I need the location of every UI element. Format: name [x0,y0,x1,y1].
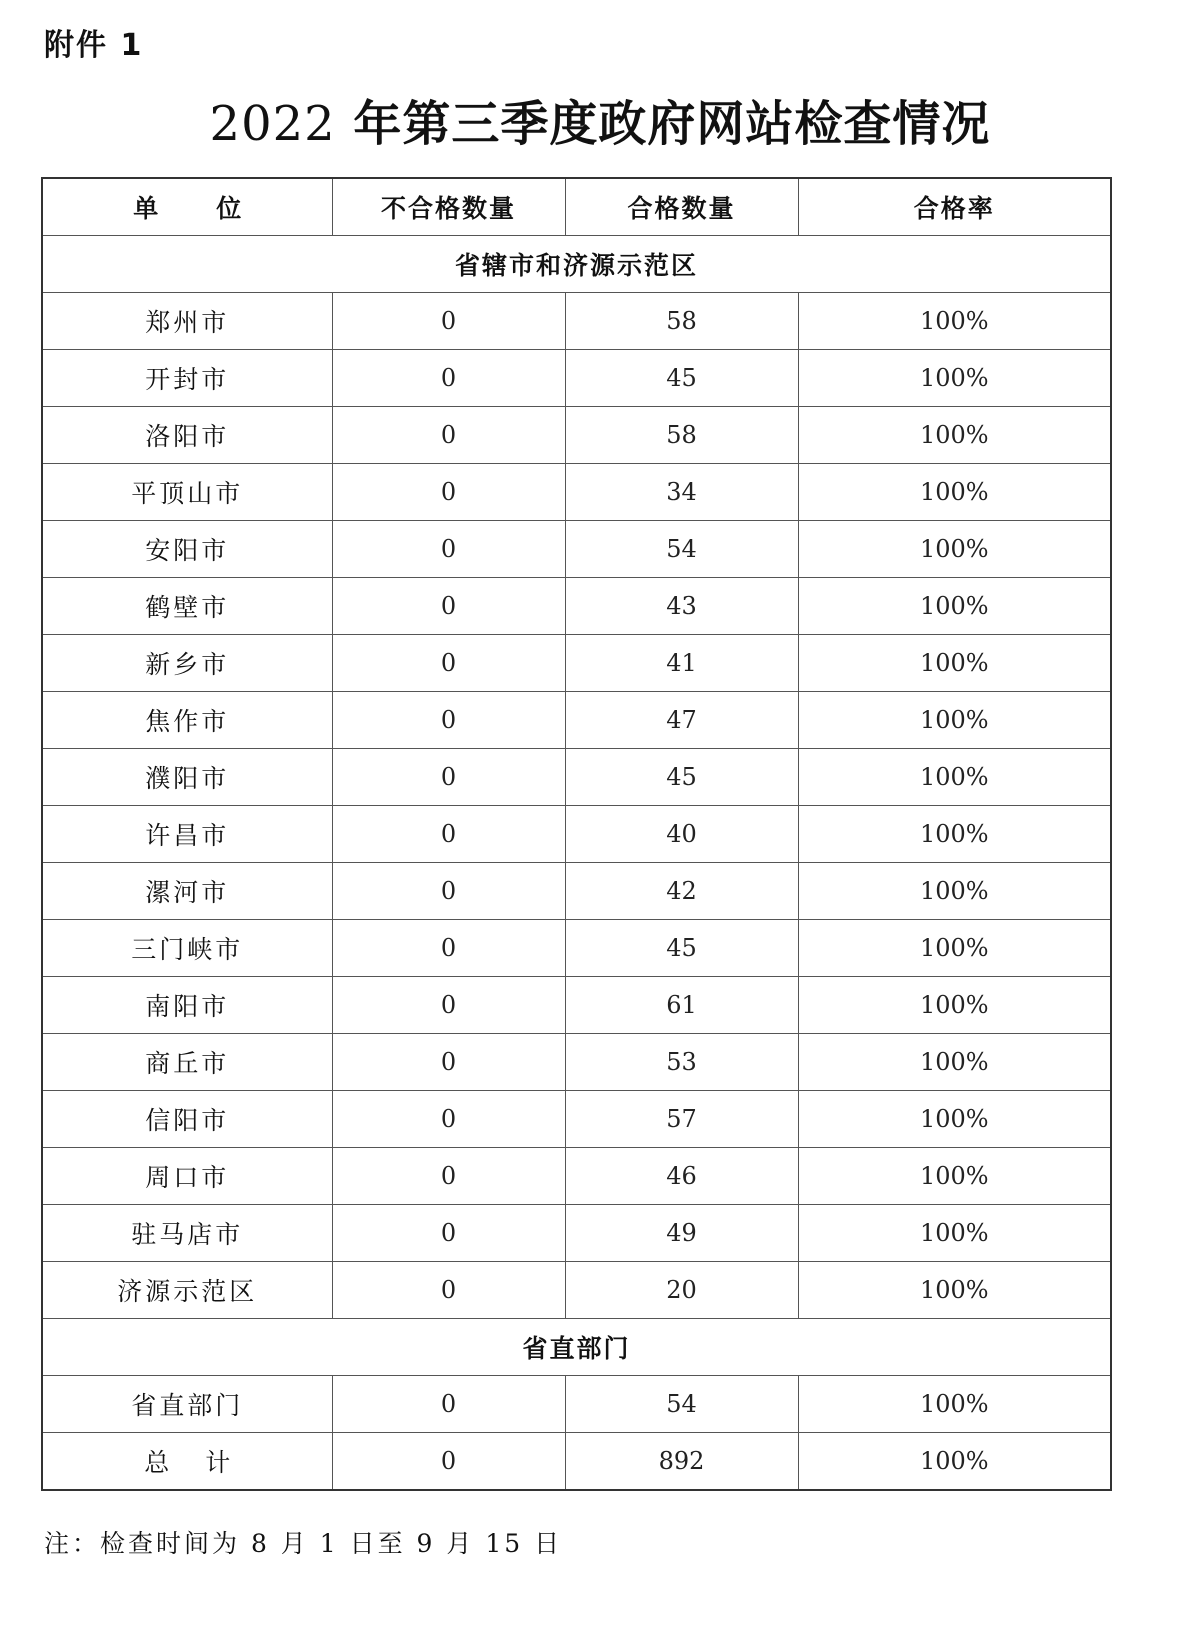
unit-cell: 商丘市 [42,1034,332,1091]
total-label-cell: 总计 [42,1433,332,1491]
table-row [42,863,1111,920]
table-row [42,1091,1111,1148]
table-row [42,521,1111,578]
table-row [42,293,1111,350]
rate-cell: 100% [798,1262,1111,1319]
passed-cell: 45 [565,350,798,407]
failed-cell: 0 [332,977,565,1034]
table-row [42,1148,1111,1205]
unit-cell: 安阳市 [42,521,332,578]
table-body [42,236,1111,1491]
header-failed-count: 不合格数量 [332,178,565,236]
unit-cell: 新乡市 [42,635,332,692]
passed-cell: 54 [565,1376,798,1433]
passed-cell: 20 [565,1262,798,1319]
unit-cell: 鹤壁市 [42,578,332,635]
table-row [42,692,1111,749]
header-passed-count: 合格数量 [565,178,798,236]
unit-cell: 驻马店市 [42,1205,332,1262]
failed-cell: 0 [332,806,565,863]
failed-cell: 0 [332,749,565,806]
footnote: 注：检查时间为 8 月 1 日至 9 月 15 日 [44,1529,563,1558]
passed-cell: 54 [565,521,798,578]
rate-cell: 100% [798,578,1111,635]
rate-cell: 100% [798,407,1111,464]
failed-cell: 0 [332,407,565,464]
failed-cell: 0 [332,350,565,407]
table-row [42,635,1111,692]
failed-cell: 0 [332,635,565,692]
unit-cell: 周口市 [42,1148,332,1205]
table-row [42,1262,1111,1319]
unit-cell: 平顶山市 [42,464,332,521]
total-rate-cell: 100% [798,1433,1111,1491]
table-row [42,749,1111,806]
passed-cell: 40 [565,806,798,863]
passed-cell: 42 [565,863,798,920]
section-title-provincial-departments: 省直部门 [42,1319,1111,1376]
rate-cell: 100% [798,920,1111,977]
table-row [42,806,1111,863]
rate-cell: 100% [798,1205,1111,1262]
page-title [0,85,1200,154]
section-row [42,236,1111,293]
failed-cell: 0 [332,464,565,521]
rate-cell: 100% [798,350,1111,407]
header-unit: 单位 [42,178,332,236]
failed-cell: 0 [332,293,565,350]
rate-cell: 100% [798,806,1111,863]
attachment-label: 附件 1 [44,28,144,63]
failed-cell: 0 [332,1034,565,1091]
passed-cell: 58 [565,407,798,464]
passed-cell: 45 [565,749,798,806]
header-pass-rate: 合格率 [798,178,1111,236]
rate-cell: 100% [798,977,1111,1034]
table-row [42,1205,1111,1262]
failed-cell: 0 [332,578,565,635]
passed-cell: 47 [565,692,798,749]
passed-cell: 34 [565,464,798,521]
rate-cell: 100% [798,1148,1111,1205]
table-row [42,578,1111,635]
failed-cell: 0 [332,920,565,977]
unit-cell: 开封市 [42,350,332,407]
table-row [42,977,1111,1034]
unit-cell: 信阳市 [42,1091,332,1148]
rate-cell: 100% [798,692,1111,749]
section-title-cities: 省辖市和济源示范区 [42,236,1111,293]
table-row [42,407,1111,464]
total-passed-cell: 892 [565,1433,798,1491]
rate-cell: 100% [798,1376,1111,1433]
title-year: 2022 [209,96,336,152]
title-text: 年第三季度政府网站检查情况 [353,96,991,152]
rate-cell: 100% [798,1091,1111,1148]
unit-cell: 许昌市 [42,806,332,863]
failed-cell: 0 [332,863,565,920]
unit-cell: 三门峡市 [42,920,332,977]
failed-cell: 0 [332,1148,565,1205]
unit-cell: 濮阳市 [42,749,332,806]
table-row [42,350,1111,407]
rate-cell: 100% [798,521,1111,578]
passed-cell: 53 [565,1034,798,1091]
unit-cell: 省直部门 [42,1376,332,1433]
total-row [42,1433,1111,1491]
passed-cell: 43 [565,578,798,635]
table-row [42,1376,1111,1433]
table-row [42,1034,1111,1091]
failed-cell: 0 [332,692,565,749]
passed-cell: 57 [565,1091,798,1148]
failed-cell: 0 [332,521,565,578]
passed-cell: 49 [565,1205,798,1262]
rate-cell: 100% [798,1034,1111,1091]
unit-cell: 洛阳市 [42,407,332,464]
section-row [42,1319,1111,1376]
passed-cell: 58 [565,293,798,350]
table-row [42,464,1111,521]
failed-cell: 0 [332,1262,565,1319]
unit-cell: 南阳市 [42,977,332,1034]
unit-cell: 济源示范区 [42,1262,332,1319]
unit-cell: 焦作市 [42,692,332,749]
rate-cell: 100% [798,635,1111,692]
inspection-table [41,177,1112,1491]
unit-cell: 郑州市 [42,293,332,350]
unit-cell: 漯河市 [42,863,332,920]
passed-cell: 41 [565,635,798,692]
failed-cell: 0 [332,1376,565,1433]
rate-cell: 100% [798,464,1111,521]
table-row [42,920,1111,977]
total-failed-cell: 0 [332,1433,565,1491]
passed-cell: 46 [565,1148,798,1205]
failed-cell: 0 [332,1205,565,1262]
rate-cell: 100% [798,863,1111,920]
passed-cell: 61 [565,977,798,1034]
passed-cell: 45 [565,920,798,977]
failed-cell: 0 [332,1091,565,1148]
rate-cell: 100% [798,749,1111,806]
table-header-row [42,178,1111,236]
rate-cell: 100% [798,293,1111,350]
